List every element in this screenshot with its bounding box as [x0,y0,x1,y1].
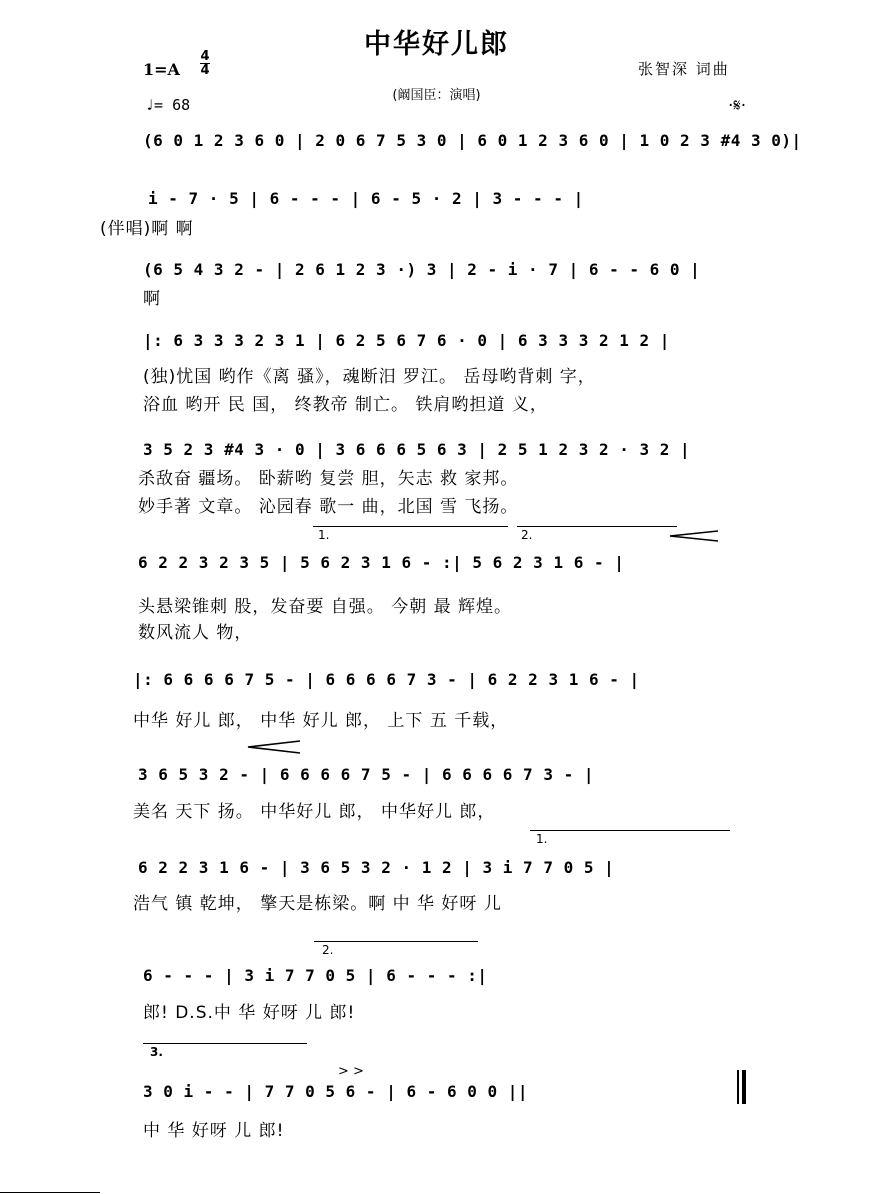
lyric-line-4b: 浴血 哟开 民 国， 终教帝 制亡。 铁肩哟担道 义， [143,395,548,415]
lyric-line-8: 美名 天下 扬。 中华好儿 郎， 中华好儿 郎， [133,802,496,822]
tempo-marking: ♩= 68 [145,96,191,114]
score-line-6: 6 2 2 3 2 3 5 | 5 6 2 3 1 6 - :| 5 6 2 3 1 6 - | [138,553,625,572]
footer-rule [0,1192,100,1193]
composer-credit: 张智深 词曲 [638,60,730,78]
score-line-11: 3 0 i - - | 7 7 0 5 6 - | 6 - 6 0 0 || [143,1082,529,1101]
score-line-1: (6 0 1 2 3 6 0 | 2 0 6 7 5 3 0 | 6 0 1 2 3 6 0 | 1 0 2 3 #4 3 0)| [143,131,802,150]
lyric-line-7: 中华 好儿 郎， 中华 好儿 郎， 上下 五 千载， [133,711,509,731]
singer-credit: (阚国臣：演唱) [392,88,481,103]
lyric-line-9: 浩气 镇 乾坤， 擎天是栋梁。啊 中 华 好呀 儿 [133,894,502,914]
lyric-line-5a: 杀敌奋 疆场。 卧薪哟 复尝 胆，矢志 救 家邦。 [138,469,519,489]
lyric-line-3: 啊 [143,289,161,309]
segno-icon: ·𝄋· [728,96,747,116]
lyric-line-10: 郎! D.S.中 华 好呀 儿 郎! [143,1003,356,1023]
lyric-line-5b: 妙手著 文章。 沁园春 歌一 曲，北国 雪 飞扬。 [138,497,519,517]
score-line-8: 3 6 5 3 2 - | 6 6 6 6 7 5 - | 6 6 6 6 7 3 - | [138,765,594,784]
score-line-9: 6 2 2 3 1 6 - | 3 6 5 3 2 · 1 2 | 3 i 7 7 0 5 | [138,858,615,877]
volta-1-b: 1. [536,832,548,846]
volta-3: 3. [150,1045,163,1059]
volta-2-b: 2. [322,943,334,957]
lyric-line-2: (伴唱)啊 啊 [100,219,194,239]
time-sig-bottom: 4 [200,63,210,78]
key-signature: 1=A [143,60,180,79]
lyric-line-6a: 头悬梁锥刺 股，发奋要 自强。 今朝 最 辉煌。 [138,597,513,617]
accent-marks: > > [338,1064,364,1079]
page-title: 中华好儿郎 [364,29,509,60]
score-line-3: (6 5 4 3 2 - | 2 6 1 2 3 ·) 3 | 2 - i · 7 | 6 - - 6 0 | [143,260,701,279]
time-signature [200,50,210,77]
score-line-10: 6 - - - | 3 i 7 7 0 5 | 6 - - - :| [143,966,488,985]
score-line-2: i - 7 · 5 | 6 - - - | 6 - 5 · 2 | 3 - - - | [148,189,584,208]
time-sig-top: 4 [200,49,210,64]
decrescendo-icon [246,740,302,754]
lyric-line-6b: 数风流人 物， [138,623,253,643]
final-barline-thin [737,1070,739,1104]
crescendo-icon [668,530,720,542]
lyric-line-11: 中 华 好呀 儿 郎! [143,1121,285,1141]
score-line-4: |: 6 3 3 3 2 3 1 | 6 2 5 6 7 6 · 0 | 6 3 3 3 2 1 2 | [143,331,670,350]
lyric-line-4a: (独)忧国 哟作《离 骚》，魂断汨 罗江。 岳母哟背刺 字， [143,367,596,387]
score-line-7: |: 6 6 6 6 7 5 - | 6 6 6 6 7 3 - | 6 2 2 3 1 6 - | [133,670,640,689]
volta-1: 1. [318,528,330,542]
volta-2: 2. [521,528,533,542]
score-line-5: 3 5 2 3 #4 3 · 0 | 3 6 6 6 5 6 3 | 2 5 1 2 3 2 · 3 2 | [143,440,691,459]
final-barline-thick [742,1070,746,1104]
